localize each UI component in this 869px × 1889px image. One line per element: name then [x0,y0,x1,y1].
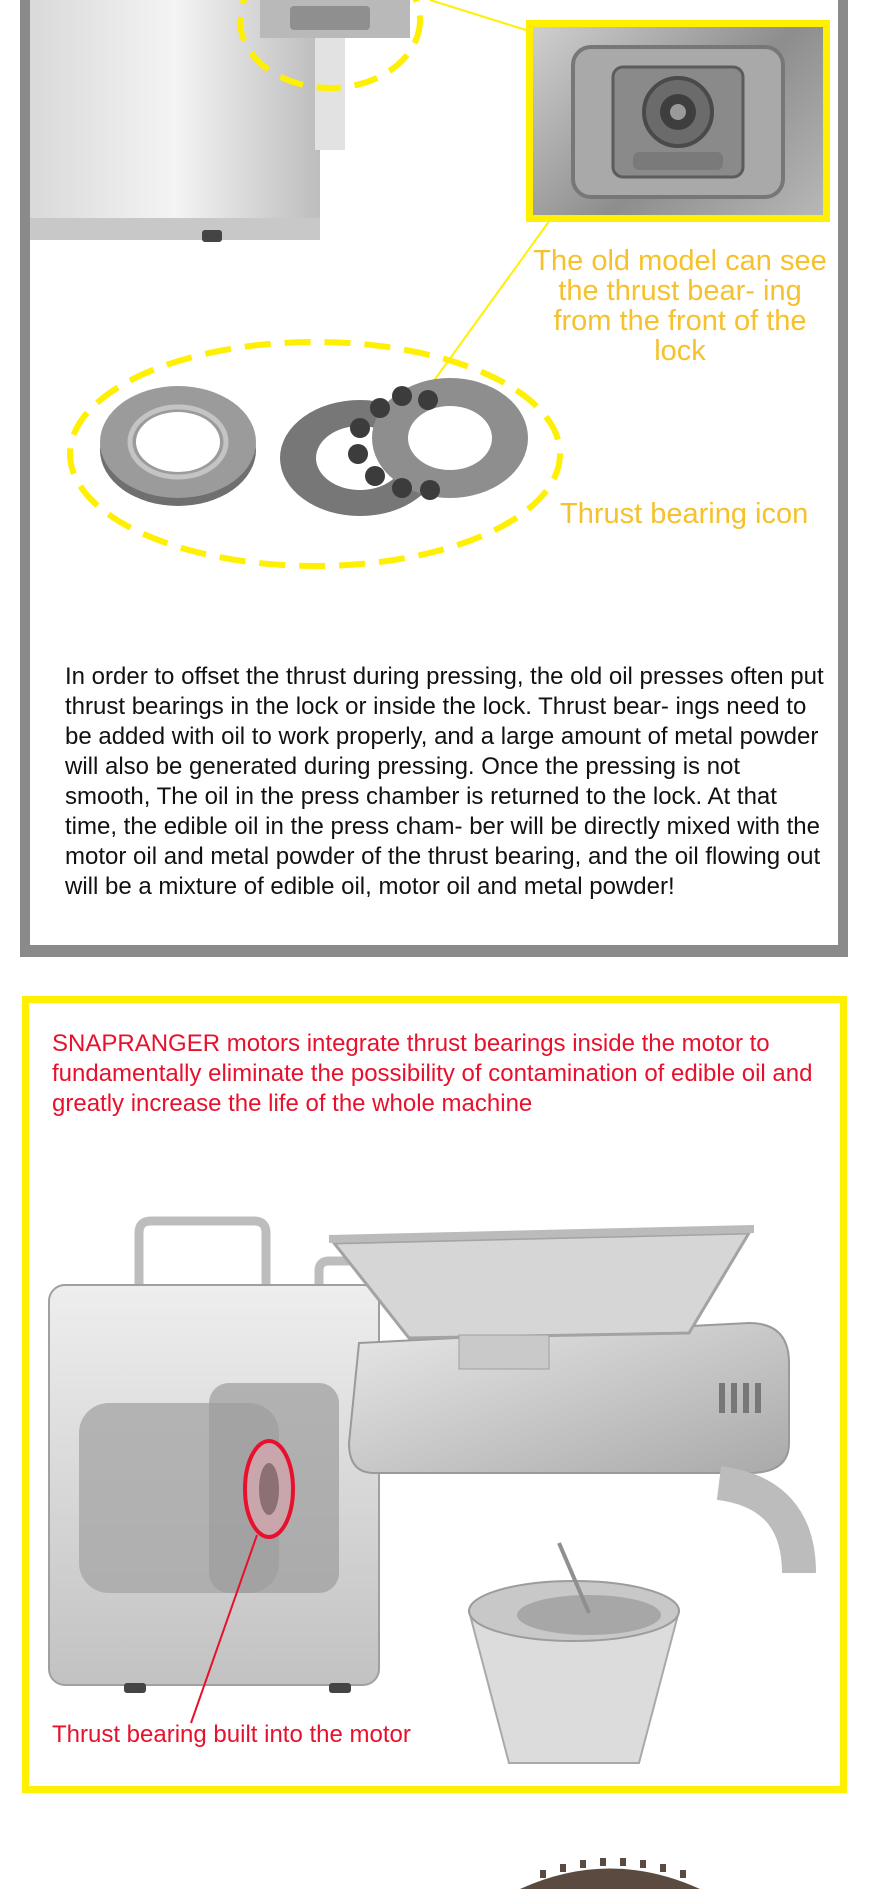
new-model-heading: SNAPRANGER motors integrate thrust bearings inside the motor to fundamentally eliminate the possibility of contamination of edible oil and greatly increase the life of the whole machine [52,1030,813,1117]
old-model-caption: The old model can see the thrust bear- ing from the front of the lock [533,245,827,367]
lock-closeup-graphic [533,27,823,215]
motor-bearing-caption: Thrust bearing built into the motor [52,1721,411,1748]
new-model-panel [22,996,847,1793]
gear-icon [510,1858,710,1889]
old-model-panel [20,0,848,957]
inset-lock-photo [526,20,830,222]
old-model-description: In order to offset the thrust during pressing, the old oil presses often put thrust bearings in the lock or inside the lock. Thrust bear- ings need to be added with oil to work properly, and a large amount of metal powder will also be generated during pressing. Once the pressing is not smooth, The oil in the press chamber is returned to the lock. At that time, the edible oil in the press cham- ber will be directly mixed with the motor oil and metal powder of the thrust bearing, and the oil flowing out will be a mixture of edible oil, motor oil and metal powder! [65,663,824,900]
oil-press-machine-photo [29,1003,840,1786]
thrust-bearing-caption: Thrust bearing icon [560,498,809,530]
thrust-bearing-photo [30,330,848,600]
